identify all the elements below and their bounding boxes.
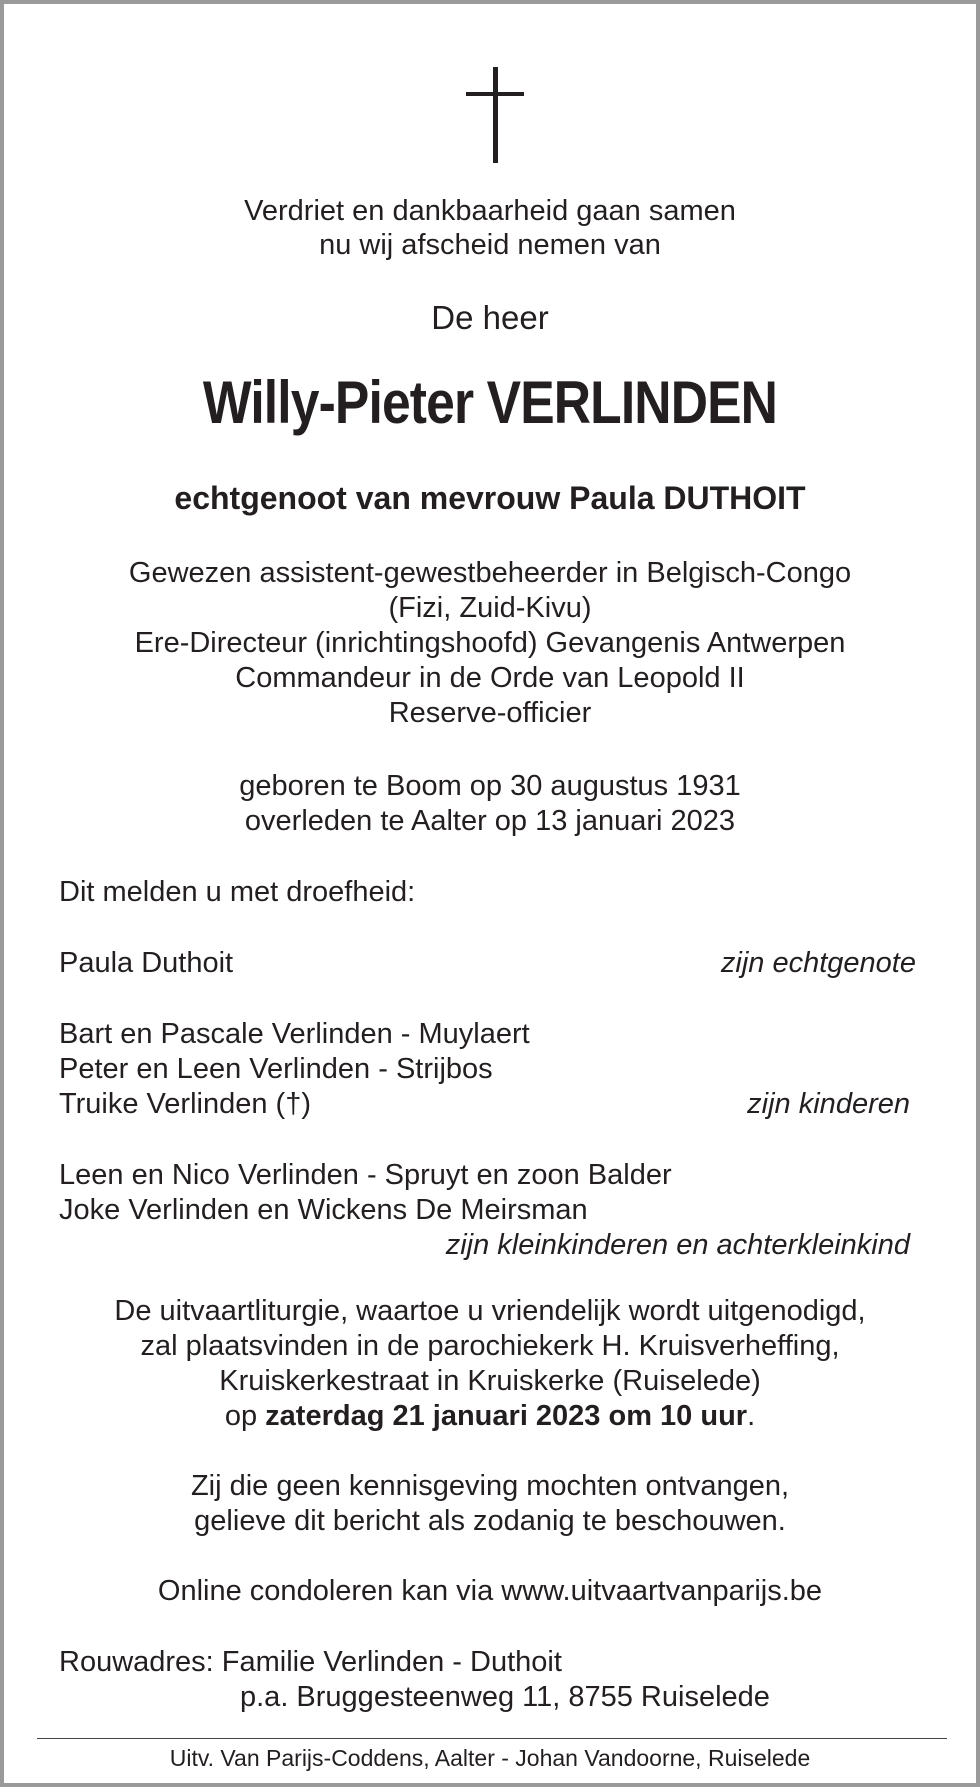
funeral-line: zal plaatsvinden in de parochiekerk H. Kruisverheffing, xyxy=(140,1330,840,1362)
funeral-line: De uitvaartliturgie, waartoe u vriendelijk wordt uitgenodigd, xyxy=(114,1295,866,1327)
address-label: Rouwadres: Familie Verlinden - Duthoit xyxy=(59,1646,562,1678)
intro-line-2: nu wij afscheid nemen van xyxy=(319,229,661,261)
grandchildren-relation: zijn kleinkinderen en achterkleinkind xyxy=(445,1229,910,1261)
condolence-line: Online condoleren kan via www.uitvaartvanparijs.be xyxy=(157,1575,823,1607)
funeral-line: Kruiskerkestraat in Kruiskerke (Ruiselede) xyxy=(219,1365,761,1397)
grandchild-entry: Joke Verlinden en Wickens De Meirsman xyxy=(59,1194,588,1226)
child-entry: Bart en Pascale Verlinden - Muylaert xyxy=(59,1018,530,1050)
notice-line: gelieve dit bericht als zodanig te beschouwen. xyxy=(194,1505,786,1537)
funeral-date: zaterdag 21 januari 2023 om 10 uur xyxy=(265,1400,748,1432)
child-entry: Peter en Leen Verlinden - Strijbos xyxy=(59,1053,493,1085)
spouse-entry-relation: zijn echtgenote xyxy=(720,947,916,979)
function-line: Commandeur in de Orde van Leopold II xyxy=(235,662,745,694)
cross-icon xyxy=(460,67,530,163)
funeral-date-line xyxy=(4,1400,976,1433)
function-line: Reserve-officier xyxy=(388,697,592,729)
spouse-line: echtgenoot van mevrouw Paula DUTHOIT xyxy=(174,480,806,516)
birth-line: geboren te Boom op 30 augustus 1931 xyxy=(239,770,741,802)
announcement: Dit melden u met droefheid: xyxy=(59,876,416,908)
death-line: overleden te Aalter op 13 januari 2023 xyxy=(244,805,736,837)
children-relation: zijn kinderen xyxy=(747,1088,910,1120)
honorific: De heer xyxy=(431,299,549,336)
funeral-date-prefix: op xyxy=(224,1400,258,1432)
function-line: Ere-Directeur (inrichtingshoofd) Gevangenis Antwerpen xyxy=(134,627,846,659)
notice-line: Zij die geen kennisgeving mochten ontvangen, xyxy=(190,1470,790,1502)
address-line: p.a. Bruggesteenweg 11, 8755 Ruiselede xyxy=(240,1681,770,1713)
funeral-date-suffix: . xyxy=(747,1400,756,1432)
funeral-home-footer: Uitv. Van Parijs-Coddens, Aalter - Johan Vandoorne, Ruiselede xyxy=(169,1745,811,1771)
spouse-entry-name: Paula Duthoit xyxy=(59,947,234,979)
function-line: Gewezen assistent-gewestbeheerder in Belgisch-Congo xyxy=(128,557,852,589)
deceased-name: Willy-Pieter VERLINDEN xyxy=(202,369,778,436)
function-line: (Fizi, Zuid-Kivu) xyxy=(388,592,592,624)
grandchild-entry: Leen en Nico Verlinden - Spruyt en zoon Balder xyxy=(59,1159,672,1191)
child-entry: Truike Verlinden (†) xyxy=(59,1088,311,1120)
intro-line-1: Verdriet en dankbaarheid gaan samen xyxy=(244,195,736,227)
footer-divider xyxy=(37,1738,947,1739)
